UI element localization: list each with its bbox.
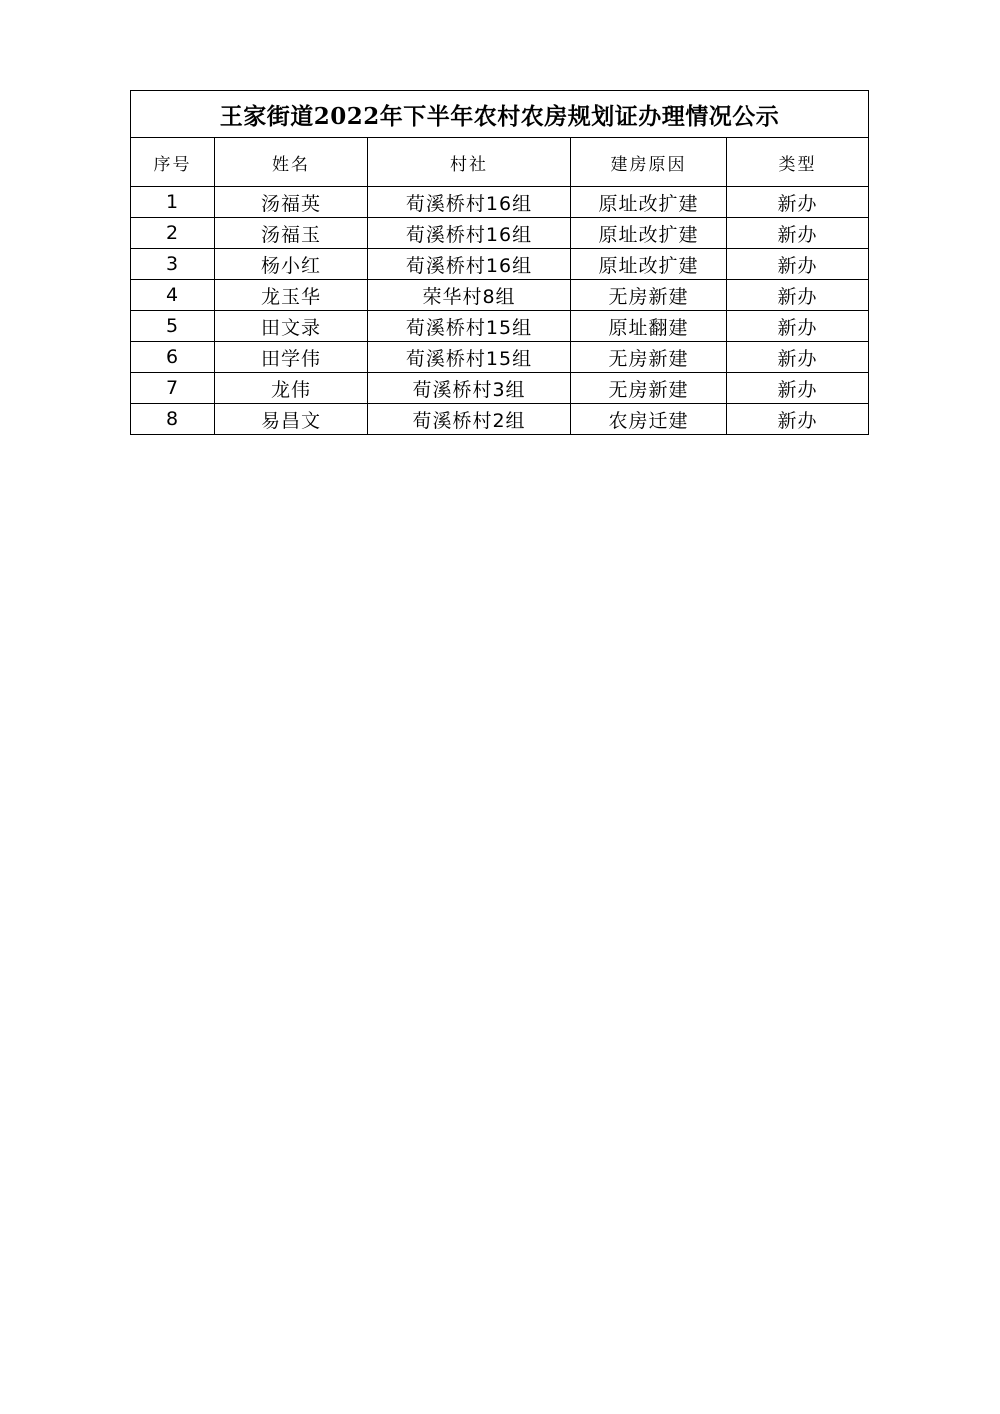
cell-village: 荀溪桥村16组 <box>368 187 571 218</box>
cell-name: 汤福玉 <box>215 218 368 249</box>
cell-reason: 原址改扩建 <box>571 249 727 280</box>
cell-name: 汤福英 <box>215 187 368 218</box>
cell-reason: 农房迁建 <box>571 404 727 435</box>
table-row <box>131 404 869 435</box>
cell-type: 新办 <box>727 311 869 342</box>
cell-number: 5 <box>131 311 215 342</box>
title-row <box>131 91 869 138</box>
cell-village: 荀溪桥村15组 <box>368 311 571 342</box>
cell-reason: 原址改扩建 <box>571 218 727 249</box>
table-row <box>131 218 869 249</box>
column-header-reason: 建房原因 <box>571 138 727 187</box>
cell-type: 新办 <box>727 249 869 280</box>
cell-name: 龙伟 <box>215 373 368 404</box>
header-row <box>131 138 869 187</box>
cell-type: 新办 <box>727 404 869 435</box>
cell-reason: 无房新建 <box>571 342 727 373</box>
cell-name: 田文录 <box>215 311 368 342</box>
column-header-village: 村社 <box>368 138 571 187</box>
cell-village: 荀溪桥村16组 <box>368 218 571 249</box>
cell-type: 新办 <box>727 187 869 218</box>
cell-type: 新办 <box>727 373 869 404</box>
cell-number: 4 <box>131 280 215 311</box>
cell-village: 荀溪桥村2组 <box>368 404 571 435</box>
cell-name: 易昌文 <box>215 404 368 435</box>
cell-village: 荣华村8组 <box>368 280 571 311</box>
table-row <box>131 342 869 373</box>
cell-name: 龙玉华 <box>215 280 368 311</box>
cell-reason: 无房新建 <box>571 373 727 404</box>
publicity-table <box>130 90 869 435</box>
table-row <box>131 187 869 218</box>
cell-number: 2 <box>131 218 215 249</box>
column-header-type: 类型 <box>727 138 869 187</box>
cell-number: 8 <box>131 404 215 435</box>
cell-type: 新办 <box>727 342 869 373</box>
column-header-number: 序号 <box>131 138 215 187</box>
cell-reason: 原址翻建 <box>571 311 727 342</box>
cell-type: 新办 <box>727 280 869 311</box>
table-row <box>131 249 869 280</box>
column-header-name: 姓名 <box>215 138 368 187</box>
cell-reason: 原址改扩建 <box>571 187 727 218</box>
cell-number: 6 <box>131 342 215 373</box>
cell-number: 7 <box>131 373 215 404</box>
table-title: 王家街道2022年下半年农村农房规划证办理情况公示 <box>131 91 869 138</box>
table-row <box>131 311 869 342</box>
cell-village: 荀溪桥村3组 <box>368 373 571 404</box>
cell-number: 3 <box>131 249 215 280</box>
cell-type: 新办 <box>727 218 869 249</box>
table-row <box>131 373 869 404</box>
cell-number: 1 <box>131 187 215 218</box>
cell-village: 荀溪桥村15组 <box>368 342 571 373</box>
cell-name: 杨小红 <box>215 249 368 280</box>
cell-village: 荀溪桥村16组 <box>368 249 571 280</box>
table-row <box>131 280 869 311</box>
cell-name: 田学伟 <box>215 342 368 373</box>
cell-reason: 无房新建 <box>571 280 727 311</box>
